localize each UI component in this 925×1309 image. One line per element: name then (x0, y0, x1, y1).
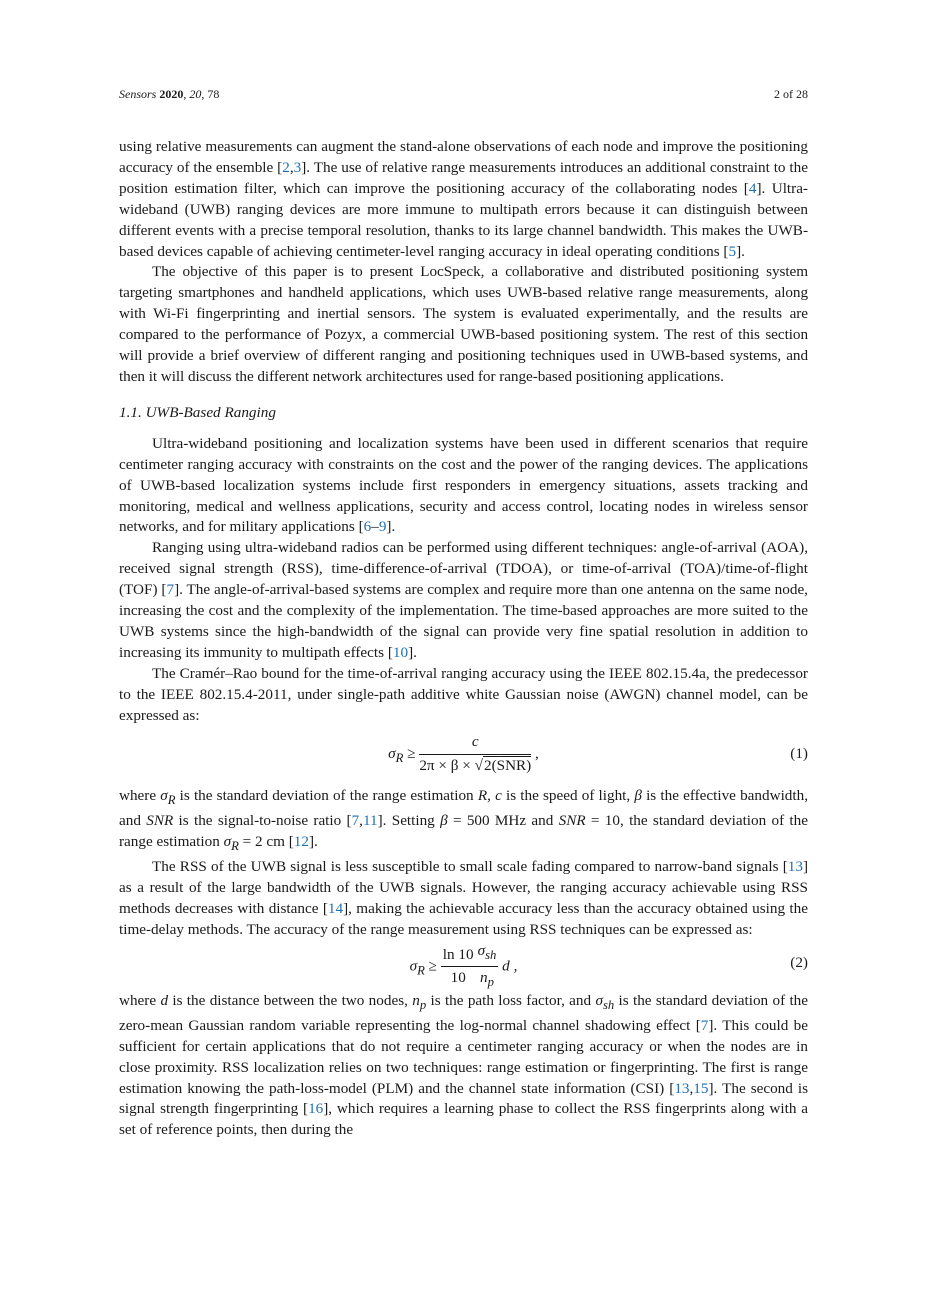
equation-1 (119, 732, 808, 782)
fraction (476, 941, 499, 993)
text: using relative measurements can augment the stand-alone observations of each node and improve the positioning accuracy of the ensemble [ (119, 138, 808, 176)
text: The Cramér–Rao bound for the time-of-arrival ranging accuracy using the IEEE 802.15.4a, the predecessor to the IEEE 802.15.4-2011, under single-path additive white Gaussian noise (AWGN) channel model, can be expressed as: (119, 664, 808, 724)
paragraph-3 (119, 434, 808, 539)
text: ], making the achievable accuracy less than the accuracy obtained using the time-delay methods. The accuracy of the range measurement using RSS techniques can be expressed as: (119, 900, 808, 938)
journal-year: 2020 (159, 87, 184, 101)
text: – (371, 518, 379, 536)
body-text (119, 137, 808, 1141)
symbol: σ (595, 991, 603, 1009)
paragraph-1 (119, 137, 808, 262)
citation-link[interactable]: 16 (308, 1100, 324, 1118)
subscript: sh (485, 947, 497, 962)
fraction (419, 732, 531, 777)
text: ]. The use of relative range measurements introduces an additional constraint to the position estimation filter, which can improve the positioning accuracy of the collaborating nodes [ (119, 158, 808, 197)
citation-link[interactable]: 2 (282, 158, 290, 176)
text: Ultra-wideband positioning and localization systems have been used in different scenarios that require centimeter ranging accuracy with constraints on the cost and the power of the ranging devices. The applications of UWB-based localization systems include first responders in emergency situations, assets tracking and monitoring, medical and wellness applications, security and access control, locating nodes in wireless sensor networks, and for military applications [ (119, 434, 808, 536)
subscript: R (395, 751, 404, 766)
symbol: σ (223, 833, 232, 851)
subscript: p (419, 997, 427, 1012)
text: is the standard deviation of the range estimation (175, 787, 478, 805)
citation-link[interactable]: 13 (674, 1079, 690, 1097)
text: The objective of this paper is to present LocSpeck, a collaborative and distributed positioning system targeting smartphones and handheld applications, which uses UWB-based relative range measurements, along with Wi-Fi fingerprinting and inertial sensors. The system is evaluated experimentally, and the results are compared to the performance of Pozyx, a commercial UWB-based positioning system. The rest of this section will provide a brief overview of different ranging and positioning techniques used in UWB-based systems, and then it will discuss the different network architectures used for range-based positioning applications. (119, 263, 808, 385)
relation: ≥ (428, 957, 437, 975)
paragraph-8 (119, 991, 808, 1141)
text: , (359, 812, 363, 830)
text: is the distance between the two nodes, (168, 991, 413, 1009)
symbol: σ (477, 941, 486, 959)
fraction (441, 945, 476, 989)
denominator-text: 2π × β × (419, 757, 475, 775)
punctuation: , (513, 957, 518, 975)
citation-link[interactable]: 7 (351, 812, 360, 830)
paragraph-5 (119, 664, 808, 727)
text: ]. Setting (377, 812, 441, 830)
text: ] as a result of the large bandwidth of the UWB signals. However, the ranging accuracy achievable using RSS methods decreases with distance [ (119, 858, 808, 918)
symbol: σ (160, 787, 168, 805)
page-header (119, 87, 808, 105)
symbol: n (412, 991, 420, 1009)
journal-volume: 20 (189, 87, 202, 101)
text: , (289, 158, 294, 176)
symbol: σ (409, 957, 418, 975)
subscript: sh (602, 997, 615, 1012)
subscript: p (487, 974, 494, 989)
subscript: R (231, 839, 239, 854)
symbol: c (495, 787, 502, 805)
denominator (476, 967, 499, 993)
text: ]. Ultra-wideband (UWB) ranging devices are more immune to multipath errors because it can distinguish between different events with a precise temporal resolution, thanks to its large channel bandwidth. This makes the UWB-based devices capable of achieving centimeter-level ranging accuracy in ideal operating conditions [ (119, 179, 808, 260)
section-number: 1.1. (119, 403, 142, 421)
section-title: UWB-Based Ranging (145, 403, 276, 421)
text: The RSS of the UWB signal is less susceptible to small scale fading compared to narrow-band signals [ (152, 858, 788, 876)
article-number: 78 (207, 87, 220, 101)
symbol: d (160, 991, 169, 1009)
text: is the effective bandwidth, and (119, 787, 809, 830)
sqrt-radicand: 2(SNR) (483, 757, 532, 775)
text: ]. The second is signal strength fingerprinting [ (119, 1079, 808, 1118)
citation-link[interactable]: 14 (327, 900, 344, 918)
numerator (419, 732, 531, 755)
text: is the speed of light, (501, 787, 635, 805)
citation-link[interactable]: 11 (362, 812, 378, 830)
citation-link[interactable]: 4 (748, 179, 757, 197)
text: where (119, 991, 161, 1009)
text: is the path loss factor, and (426, 991, 596, 1009)
page-number: 2 of 28 (774, 87, 808, 101)
text: ]. (308, 833, 318, 851)
journal-citation: Sensors 2020, 20, 78 (119, 87, 220, 101)
text: Ranging using ultra-wideband radios can be performed using different techniques: angle-of-arrival (AOA), received signal strength (RSS), time-difference-of-arrival (TDOA), or time-of-arrival (TOA)/time-of-flight (TOF) [ (119, 539, 808, 599)
text: where (119, 787, 161, 805)
symbol: SNR (146, 812, 174, 830)
symbol: n (480, 968, 488, 986)
paragraph-2 (119, 262, 808, 387)
text: ], which requires a learning phase to collect the RSS fingerprints along with a set of reference points, then during the (119, 1100, 808, 1139)
citation-link[interactable]: 15 (693, 1079, 709, 1097)
citation-link[interactable]: 13 (787, 858, 803, 876)
text: = 500 MHz and (447, 812, 559, 830)
citation-link[interactable]: 12 (293, 833, 309, 851)
text: ]. (386, 518, 396, 536)
denominator: 2π × β × √2(SNR) (419, 757, 532, 775)
symbol: d (502, 957, 510, 975)
relation: ≥ (407, 745, 416, 763)
equation-body (119, 732, 808, 777)
equation-2 (119, 941, 808, 987)
text: , (689, 1079, 694, 1097)
section-heading (119, 403, 808, 424)
symbol: SNR (558, 812, 586, 830)
citation-link[interactable]: 9 (378, 518, 387, 536)
equation-number: (1) (790, 745, 808, 763)
citation-link[interactable]: 10 (392, 643, 409, 661)
numerator-text: c (471, 733, 479, 751)
journal-name: Sensors (119, 87, 157, 101)
symbol: β (440, 812, 448, 830)
symbol: β (634, 787, 642, 805)
text: is the signal-to-noise ratio [ (173, 812, 352, 830)
text: ]. The angle-of-arrival-based systems are complex and require more than one antenna on the same node, increasing the cost and the complexity of the implementation. The time-based approaches are more suited to the UWB systems since the high-bandwidth of the signal can provide very fine spatial resolution in addition to increasing its immunity to multipath effects [ (119, 581, 808, 661)
subscript: R (417, 963, 425, 978)
punctuation: , (535, 745, 539, 763)
citation-link[interactable]: 6 (363, 518, 372, 536)
paragraph-4 (119, 538, 808, 663)
text: = 2 cm [ (238, 833, 294, 851)
text: ]. (408, 643, 417, 661)
citation-link[interactable]: 7 (700, 1016, 709, 1034)
equation-body (119, 941, 808, 993)
citation-link[interactable]: 7 (166, 581, 175, 599)
subscript: R (167, 793, 176, 808)
paragraph-7 (119, 857, 808, 941)
text: is the standard deviation of the zero-mean Gaussian random variable representing the log-normal channel shadowing effect [ (119, 991, 809, 1034)
text: ]. (736, 242, 745, 260)
text: ]. This could be sufficient for certain applications that do not require a centimeter ranging accuracy or when the nodes are in close proximity. RSS localization relies on two techniques: range estimation or fingerprinting. The first is range estimation knowing the path-loss-model (PLM) and the channel state information (CSI) [ (119, 1016, 808, 1097)
numerator (476, 941, 499, 967)
citation-link[interactable]: 3 (293, 158, 302, 176)
denominator: 10 (450, 968, 466, 986)
text: , (487, 787, 496, 805)
numerator: ln 10 (441, 945, 476, 967)
symbol: R (477, 787, 488, 805)
text: = 10, the standard deviation of the range estimation (119, 812, 808, 851)
equation-number: (2) (790, 953, 808, 971)
paragraph-6 (119, 786, 808, 857)
citation-link[interactable]: 5 (728, 242, 737, 260)
symbol: σ (388, 745, 396, 763)
